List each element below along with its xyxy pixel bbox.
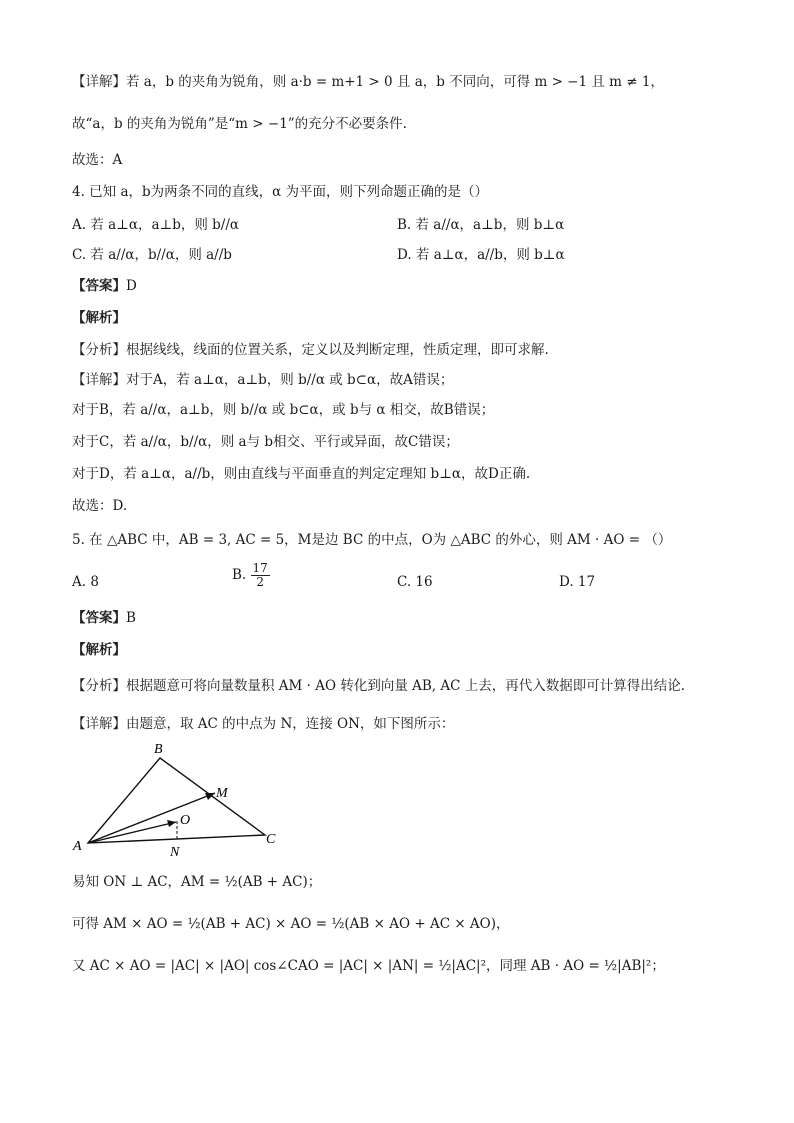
detail-4c: 对于C，若 a//α，b//α，则 a与 b相交、平行或异面，故C错误； bbox=[72, 434, 459, 450]
detail-4a: 【详解】对于A，若 a⊥α，a⊥b，则 b//α 或 b⊂α，故A错误； bbox=[72, 372, 454, 388]
label-b: B bbox=[154, 742, 163, 757]
arrowhead-o bbox=[167, 820, 176, 827]
q5-option-a: A. 8 bbox=[72, 574, 99, 590]
label-c: C bbox=[266, 832, 276, 847]
answer-5 bbox=[72, 608, 734, 628]
label-n: N bbox=[170, 845, 180, 858]
question-5: 5. 在 △ABC 中，AB = 3, AC = 5，M是边 BC 的中点，O为 △ABC 的外心，则 AM · AO = （） bbox=[72, 532, 672, 548]
equation-2: 可得 AM × AO = ½(AB + AC) × AO = ½(AB × AO + AC × AO)， bbox=[72, 916, 510, 932]
q5-option-d: D. 17 bbox=[559, 574, 596, 590]
answer-label: 【答案】 bbox=[72, 610, 126, 626]
fraction-denominator: 2 bbox=[256, 575, 264, 589]
q4-option-d: D. 若 a⊥α，a//b，则 b⊥α bbox=[397, 247, 565, 263]
line-conclusion: 故“a，b 的夹角为锐角”是“m > −1”的充分不必要条件. bbox=[72, 116, 407, 132]
fraction-numerator: 17 bbox=[252, 561, 268, 575]
q4-option-c: C. 若 a//α，b//α，则 a//b bbox=[72, 247, 232, 263]
q5-option-b-label: B. bbox=[232, 567, 247, 583]
question-4: 4. 已知 a，b为两条不同的直线，α 为平面，则下列命题正确的是（） bbox=[72, 184, 489, 200]
triangle-figure bbox=[70, 740, 290, 858]
analysis-header-5: 【解析】 bbox=[72, 642, 126, 658]
label-m: M bbox=[216, 786, 228, 801]
label-a: A bbox=[73, 839, 82, 854]
answer-5-value: B bbox=[126, 610, 136, 626]
detail-5: 【详解】由题意，取 AC 的中点为 N，连接 ON，如下图所示： bbox=[72, 716, 455, 732]
q5-option-b bbox=[232, 562, 270, 589]
analysis-5: 【分析】根据题意可将向量数量积 AM · AO 转化到向量 AB, AC 上去，再代入数据即可计算得出结论. bbox=[72, 678, 686, 694]
answer-4 bbox=[72, 276, 734, 296]
q5-option-c: C. 16 bbox=[397, 574, 433, 590]
vector-am bbox=[88, 793, 215, 843]
equation-3: 又 AC × AO = |AC| × |AO| cos∠CAO = |AC| × |AN| = ½|AC|²，同理 AB · AO = ½|AB|²； bbox=[72, 958, 665, 974]
q4-option-b: B. 若 a//α，a⊥b，则 b⊥α bbox=[397, 217, 565, 233]
fraction-17-2 bbox=[251, 562, 270, 589]
detail-4d: 对于D，若 a⊥α，a//b，则由直线与平面垂直的判定定理知 b⊥α，故D正确. bbox=[72, 466, 531, 482]
equation-1: 易知 ON ⊥ AC，AM = ½(AB + AC)； bbox=[72, 874, 322, 890]
detail-4b: 对于B，若 a//α，a⊥b，则 b//α 或 b⊂α，或 b与 α 相交，故B错误； bbox=[72, 402, 495, 418]
label-o: O bbox=[180, 813, 191, 828]
line-choose-a: 故选：A bbox=[72, 152, 123, 168]
analysis-4: 【分析】根据线线，线面的位置关系，定义以及判断定理，性质定理，即可求解. bbox=[72, 342, 549, 358]
choose-4: 故选：D. bbox=[72, 498, 128, 514]
q4-option-a: A. 若 a⊥α，a⊥b，则 b//α bbox=[72, 217, 240, 233]
triangle-abc bbox=[88, 758, 265, 843]
line-detail-1: 【详解】若 a，b 的夹角为锐角，则 a·b = m+1 > 0 且 a，b 不同向，可得 m > −1 且 m ≠ 1， bbox=[72, 74, 664, 90]
answer-label: 【答案】 bbox=[72, 278, 126, 294]
analysis-header-4: 【解析】 bbox=[72, 310, 126, 326]
answer-4-value: D bbox=[126, 278, 137, 294]
